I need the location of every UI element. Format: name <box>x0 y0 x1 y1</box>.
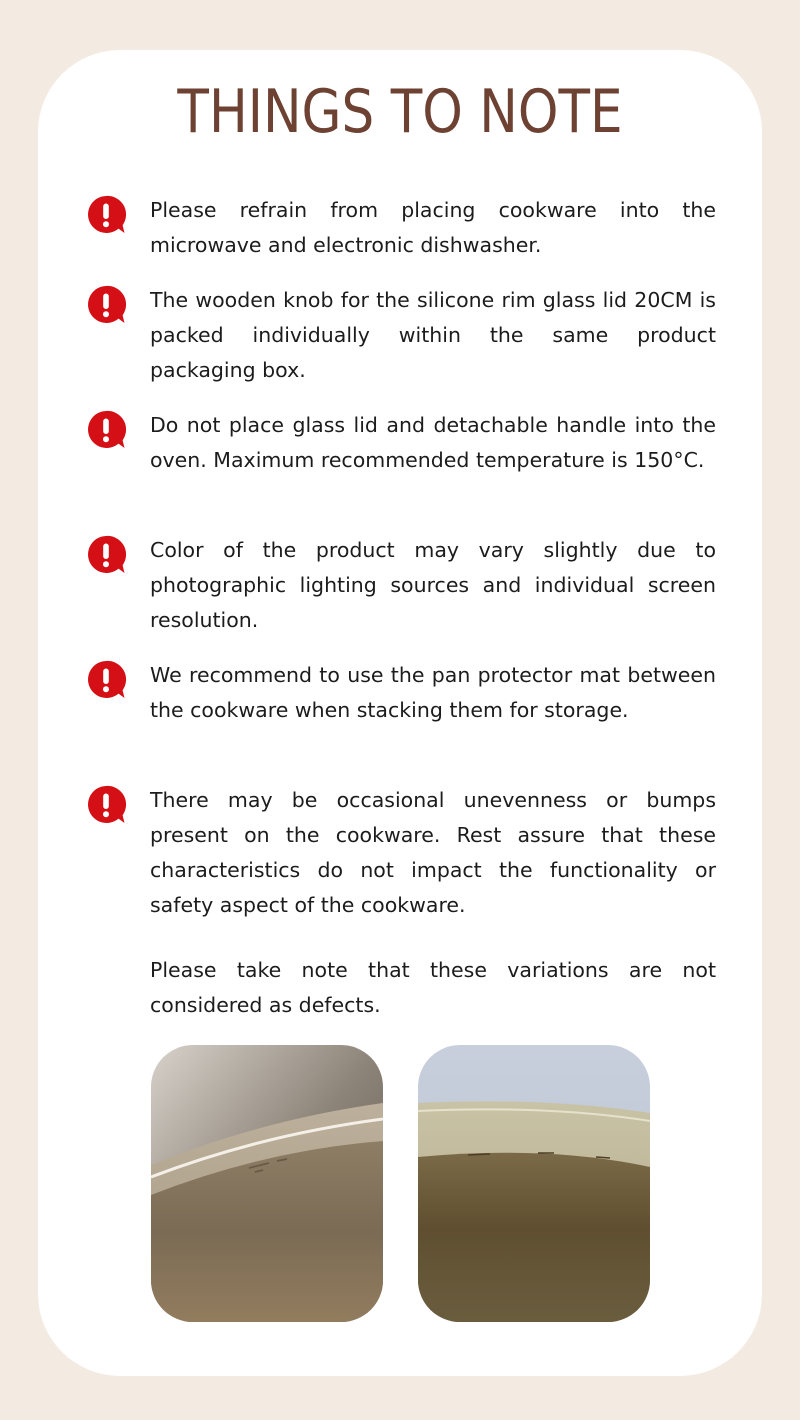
note-text: We recommend to use the pan protector mat between the cookware when stacking them for storage. <box>150 663 716 722</box>
exclamation-icon <box>84 533 128 577</box>
note-text: There may be occasional unevenness or bumps present on the cookware. Rest assure that these characteristics do not impact the functionality or safety aspect of the cookware. <box>150 788 716 917</box>
note-footer-text: Please take note that these variations are not considered as defects. <box>150 958 716 1017</box>
exclamation-icon <box>84 283 128 327</box>
page-title: THINGS TO NOTE <box>177 77 623 147</box>
cookware-rim-image <box>418 1045 650 1322</box>
exclamation-icon <box>84 783 128 827</box>
note-text: Please refrain from placing cookware into the microwave and electronic dishwasher. <box>150 198 716 257</box>
exclamation-icon <box>84 658 128 702</box>
note-text: The wooden knob for the silicone rim glass lid 20CM is packed individually within the same product packaging box. <box>150 288 716 382</box>
note-text: Do not place glass lid and detachable handle into the oven. Maximum recommended temperature is 150°C. <box>150 413 716 472</box>
exclamation-icon <box>84 408 128 452</box>
exclamation-icon <box>84 193 128 237</box>
cookware-photo-right <box>418 1045 650 1322</box>
note-text: Color of the product may vary slightly due to photographic lighting sources and individual screen resolution. <box>150 538 716 632</box>
cookware-photo-left <box>151 1045 383 1322</box>
cookware-rim-image <box>151 1045 383 1322</box>
